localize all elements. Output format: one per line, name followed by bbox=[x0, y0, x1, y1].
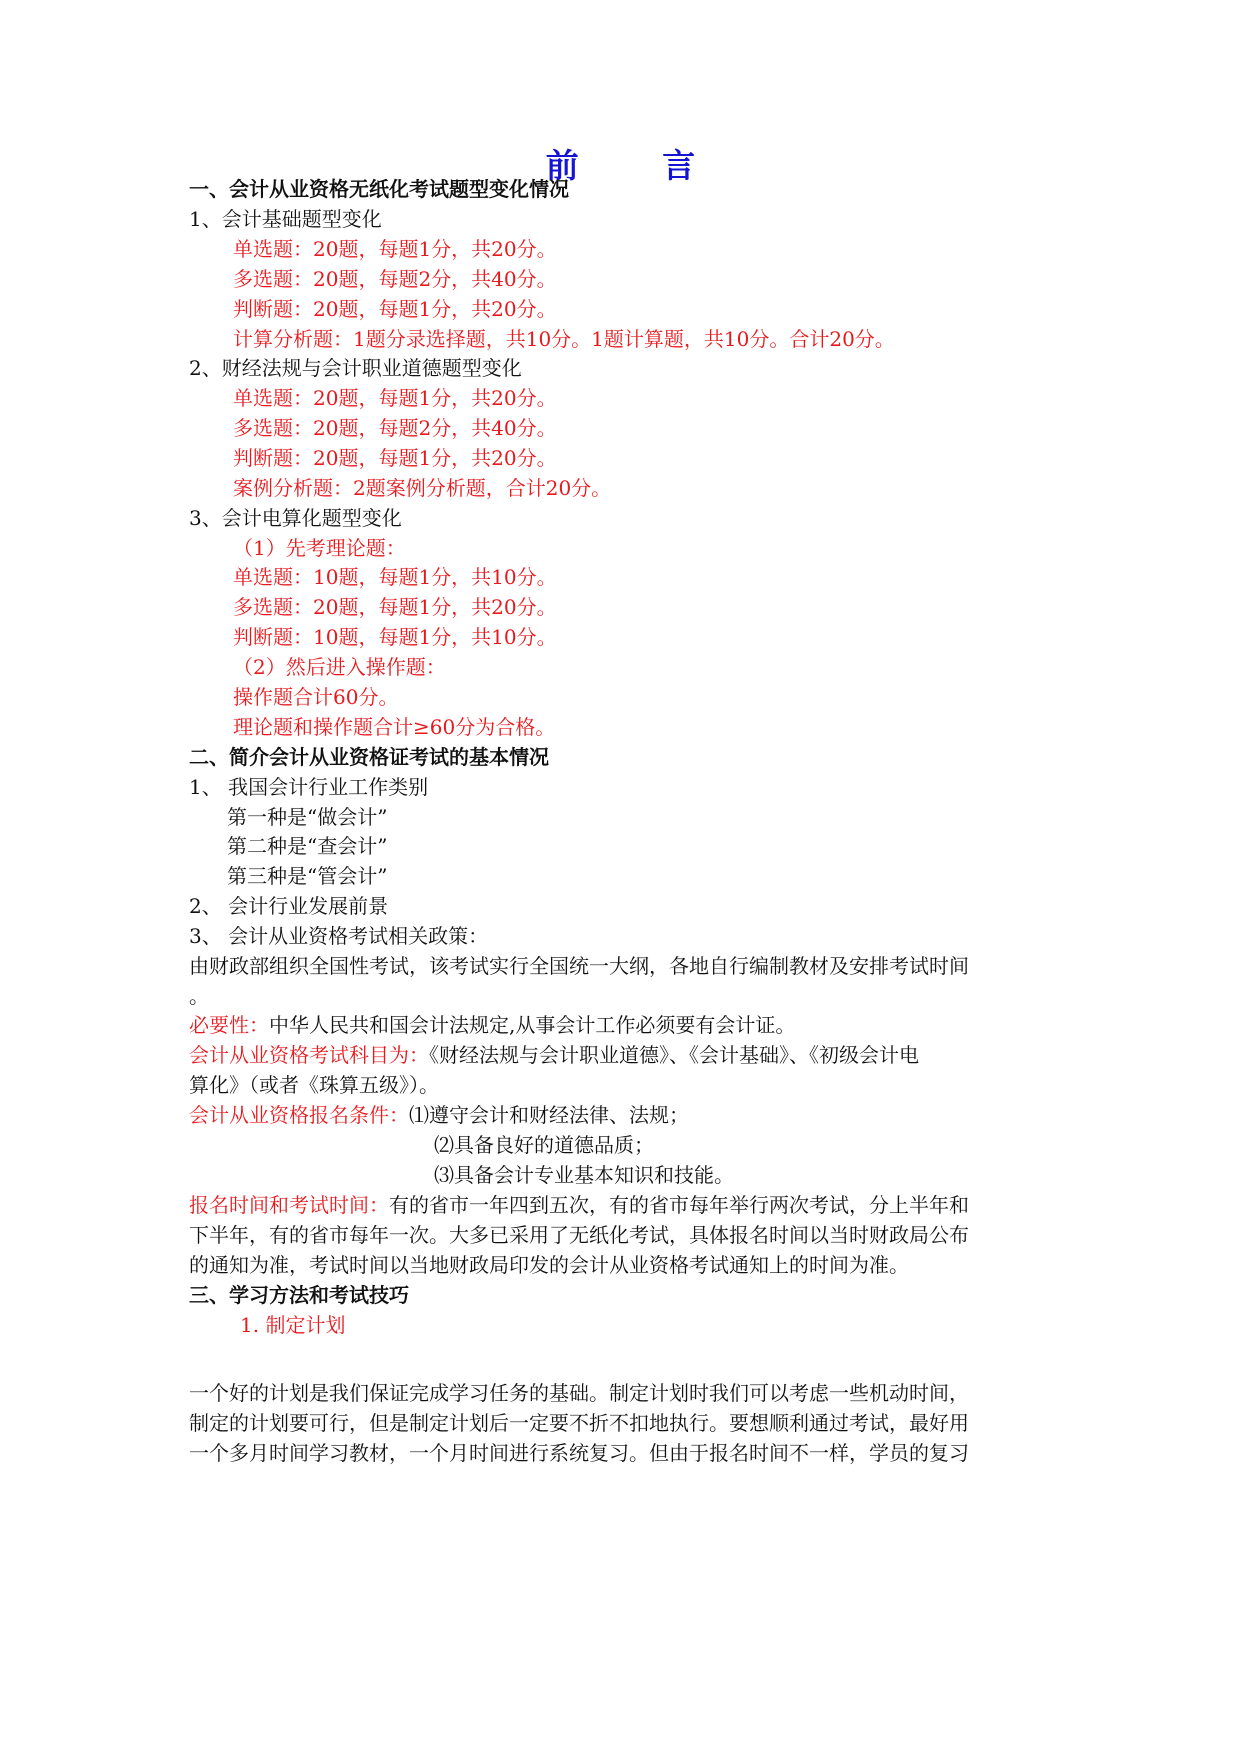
s2-necessity-text: 中华人民共和国会计法规定,从事会计工作必须要有会计证。 bbox=[269, 1013, 796, 1037]
s2-necessity bbox=[189, 1012, 795, 1038]
s3-paragraph-line: 制定的计划要可行，但是制定计划后一定要不折不扣地执行。要想顺利通过考试，最好用 bbox=[189, 1411, 969, 1435]
s1-sub1-item: 多选题：20题，每题2分，共40分。 bbox=[233, 267, 557, 291]
section-1-heading: 一、会计从业资格无纸化考试题型变化情况 bbox=[189, 177, 569, 201]
s2-condition-item: ⑶具备会计专业基本知识和技能。 bbox=[434, 1163, 734, 1187]
s2-subjects bbox=[189, 1042, 919, 1068]
s2-exam-time-label: 报名时间和考试时间： bbox=[189, 1193, 389, 1217]
s2-policy-line: 由财政部组织全国性考试，该考试实行全国统一大纲，各地自行编制教材及安排考试时间 bbox=[189, 954, 969, 978]
s2-kind: 第三种是“管会计” bbox=[227, 864, 388, 888]
s1-sub1-item: 计算分析题：1题分录选择题，共10分。1题计算题，共10分。合计20分。 bbox=[233, 327, 895, 351]
s2-kind: 第一种是“做会计” bbox=[227, 805, 388, 829]
s1-sub2: 2、财经法规与会计职业道德题型变化 bbox=[189, 356, 522, 380]
s1-sub1: 1、会计基础题型变化 bbox=[189, 207, 382, 231]
s1-sub3: 3、会计电算化题型变化 bbox=[189, 506, 402, 530]
s1-sub3-op: 操作题合计60分。 bbox=[233, 685, 399, 709]
s1-sub3-part2: （2）然后进入操作题： bbox=[233, 655, 446, 679]
s2-condition-item: ⑴遵守会计和财经法律、法规； bbox=[409, 1103, 689, 1127]
s2-policy-line: 。 bbox=[189, 984, 209, 1008]
s2-subjects-label: 会计从业资格考试科目为： bbox=[189, 1043, 429, 1067]
s2-necessity-label: 必要性： bbox=[189, 1013, 269, 1037]
s1-sub1-item: 单选题：20题，每题1分，共20分。 bbox=[233, 237, 557, 261]
s1-sub3-op: 理论题和操作题合计≥60分为合格。 bbox=[233, 715, 556, 739]
s2-kind: 第二种是“查会计” bbox=[227, 834, 388, 858]
s2-sub1: 1、 我国会计行业工作类别 bbox=[189, 775, 429, 799]
s1-sub3-item: 多选题：20题，每题1分，共20分。 bbox=[233, 595, 557, 619]
s1-sub3-item: 单选题：10题，每题1分，共10分。 bbox=[233, 565, 557, 589]
s3-paragraph-line: 一个好的计划是我们保证完成学习任务的基础。制定计划时我们可以考虑一些机动时间， bbox=[189, 1381, 969, 1405]
s1-sub2-item: 单选题：20题，每题1分，共20分。 bbox=[233, 386, 557, 410]
section-3-heading: 三、学习方法和考试技巧 bbox=[189, 1283, 409, 1307]
s2-subjects-cont: 算化》（或者《珠算五级》）。 bbox=[189, 1073, 439, 1097]
s1-sub2-item: 多选题：20题，每题2分，共40分。 bbox=[233, 416, 557, 440]
s1-sub2-item: 案例分析题：2题案例分析题，合计20分。 bbox=[233, 476, 612, 500]
s2-exam-time-cont: 下半年，有的省市每年一次。大多已采用了无纸化考试，具体报名时间以当时财政局公布 bbox=[189, 1223, 969, 1247]
s2-exam-time-cont: 的通知为准，考试时间以当地财政局印发的会计从业资格考试通知上的时间为准。 bbox=[189, 1253, 909, 1277]
s1-sub3-part1: （1）先考理论题： bbox=[233, 536, 406, 560]
s2-sub2: 2、 会计行业发展前景 bbox=[189, 894, 389, 918]
s3-paragraph-line: 一个多月时间学习教材，一个月时间进行系统复习。但由于报名时间不一样，学员的复习 bbox=[189, 1441, 969, 1465]
s3-item-1: 1. 制定计划 bbox=[240, 1313, 346, 1337]
section-2-heading: 二、简介会计从业资格证考试的基本情况 bbox=[189, 745, 549, 769]
s2-conditions bbox=[189, 1102, 689, 1128]
s2-sub3: 3、 会计从业资格考试相关政策： bbox=[189, 924, 489, 948]
s2-exam-time-text: 有的省市一年四到五次，有的省市每年举行两次考试，分上半年和 bbox=[389, 1193, 969, 1217]
s2-conditions-label: 会计从业资格报名条件： bbox=[189, 1103, 409, 1127]
s2-exam-time bbox=[189, 1192, 969, 1218]
s2-condition-item: ⑵具备良好的道德品质； bbox=[434, 1133, 654, 1157]
s1-sub2-item: 判断题：20题，每题1分，共20分。 bbox=[233, 446, 557, 470]
page-title: 前 言 bbox=[545, 146, 732, 185]
s2-subjects-text: 《财经法规与会计职业道德》、《会计基础》、《初级会计电 bbox=[429, 1043, 919, 1067]
s1-sub1-item: 判断题：20题，每题1分，共20分。 bbox=[233, 297, 557, 321]
s1-sub3-item: 判断题：10题，每题1分，共10分。 bbox=[233, 625, 557, 649]
